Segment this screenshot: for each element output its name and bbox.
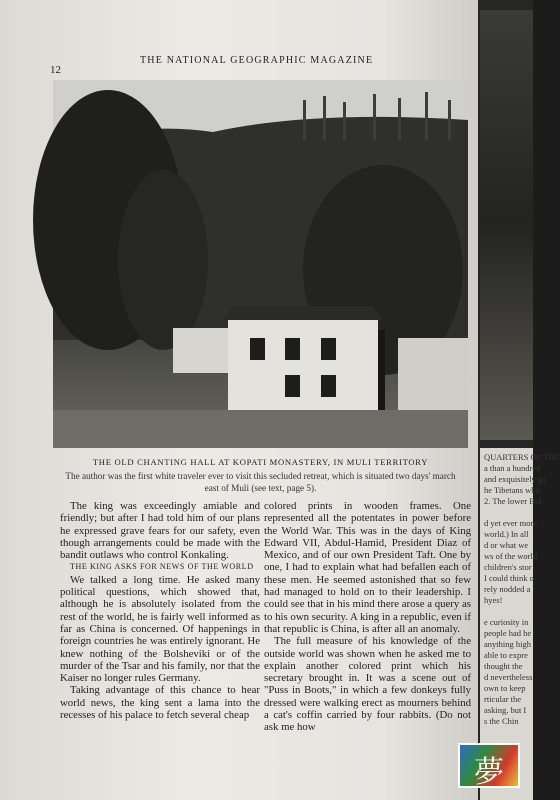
text-line: asking, but I — [484, 705, 527, 715]
paragraph: We talked a long time. He asked many political questions, which showed that, although he is absolutely isolated from the rest of the world, he is fairly well informed as far as China is concerned. Of happenings in foreign countries he was entirely ignorant. He knew nothing of the Bolsheviki or of the murder of the Tsar and his family, nor that the Kaiser no longer rules Germany. — [60, 573, 260, 685]
paragraph: The king was exceedingly amiable and friendly; but after I had told him of our plans he expressed grave fears for our safety, even though arrangements could be made with the bandit outlaws who control Konkaling. — [60, 500, 260, 562]
page-number: 12 — [50, 64, 61, 76]
adjacent-page — [478, 0, 560, 800]
watermark-glyph: 夢 — [474, 755, 504, 790]
text-line: ws of the world — [484, 551, 538, 561]
text-line: he Tibetans who — [484, 485, 540, 495]
text-line: 2. The lower Bid — [484, 496, 542, 506]
watermark-stamp — [458, 743, 520, 788]
text-line: rticular the — [484, 694, 522, 704]
text-line — [484, 606, 533, 617]
text-line: rely nodded a — [484, 584, 531, 594]
text-line: QUARTERS OF THE — [484, 452, 560, 462]
text-line: able to expre — [484, 650, 528, 660]
running-head: THE NATIONAL GEOGRAPHIC MAGAZINE — [140, 55, 374, 66]
text-line: d yet ever more — [484, 518, 538, 528]
text-line: s the Chin — [484, 716, 519, 726]
section-subhead: THE KING ASKS FOR NEWS OF THE WORLD — [70, 562, 254, 572]
photo-caption-text: The author was the first white traveler ever to visit this secluded retreat, which is situated two days' march east of Muli (see text, page 5). — [65, 471, 456, 493]
photo-caption-title: THE OLD CHANTING HALL AT KOPATI MONASTERY, IN MULI TERRITORY — [92, 457, 429, 467]
text-line: world.) In all — [484, 529, 529, 539]
text-line: d nevertheless — [484, 672, 533, 682]
right-column — [264, 500, 471, 734]
paragraph: The full measure of his knowledge of the outside world was shown when he asked me to explain another colored print which his secretary brought in. It was a scene out of "Puss in Boots," in which a few donkeys fully dressed were walking erect as mourners behind a cat's coffin carried by four rabbits. (Do not ask me how — [264, 635, 471, 734]
text-line: thought the — [484, 661, 523, 671]
monastery-photo — [53, 80, 468, 448]
text-line: hyes! — [484, 595, 503, 605]
text-line: e curiosity in — [484, 617, 529, 627]
paragraph: Taking advantage of this chance to hear world news, the king sent a lama into the recesses of his palace to fetch several cheap — [60, 684, 260, 722]
text-line: and exquisitely ga — [484, 474, 546, 484]
text-line: people had he — [484, 628, 532, 638]
photo-illustration — [53, 80, 468, 448]
text-line: own to keep — [484, 683, 526, 693]
text-line: children's stor — [484, 562, 532, 572]
left-column — [60, 500, 260, 721]
text-line — [484, 507, 533, 518]
text-line: d or what we — [484, 540, 529, 550]
text-line: anything high — [484, 639, 531, 649]
text-line: I could think o — [484, 573, 534, 583]
text-line: a than a hundred — [484, 463, 541, 473]
adjacent-page-photo — [480, 10, 533, 440]
paragraph: colored prints in wooden frames. One represented all the potentates in power before the World War. This was in the days of King Edward VII, Abdul-Hamid, President Diaz of Mexico, and of our own President Taft. One by one, I had to explain what had befallen each of these men. He seemed astonished that so few had managed to hold on to their leadership. I could see that in his mind there arose a query as to his own security. A king in a republic, even if that republic is China, is after all an anomaly. — [264, 500, 471, 635]
